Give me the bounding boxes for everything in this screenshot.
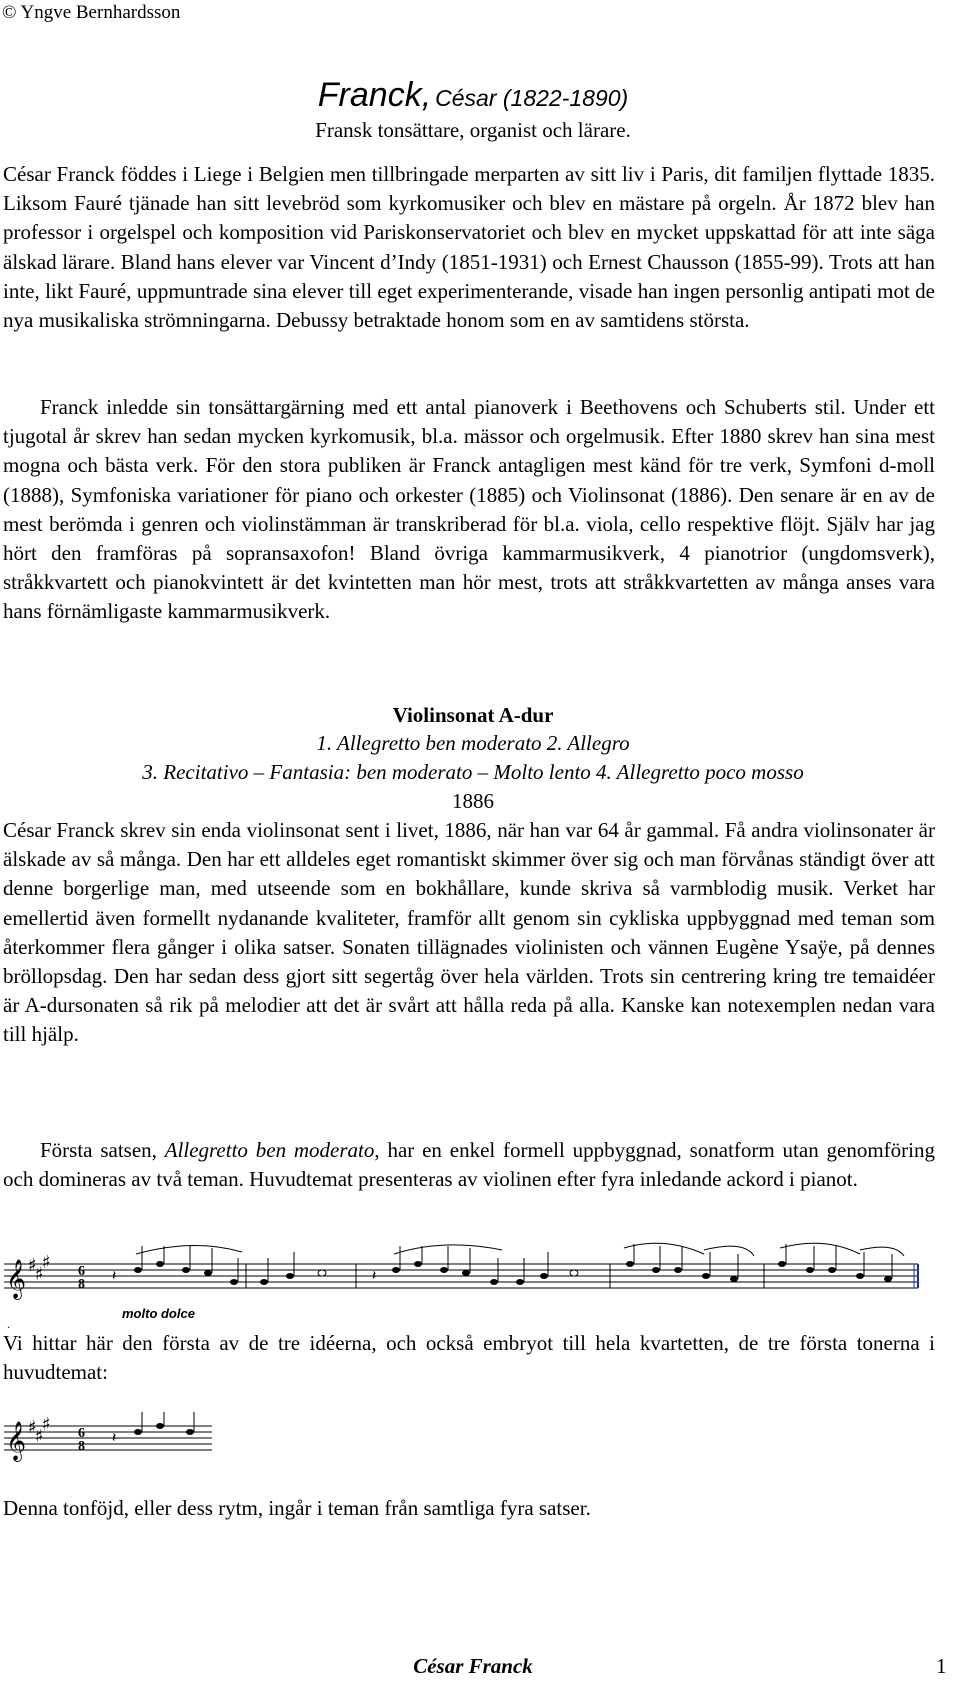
svg-text:8: 8 xyxy=(78,1277,85,1292)
music-example-motif xyxy=(4,1412,224,1468)
svg-text:8: 8 xyxy=(78,1439,85,1454)
motif-treble-clef-icon: 𝄞 xyxy=(6,1421,27,1461)
page-number: 1 xyxy=(936,1654,947,1678)
svg-text:6: 6 xyxy=(78,1426,85,1441)
key-signature-icon xyxy=(28,1252,51,1285)
svg-text:♯: ♯ xyxy=(35,1264,44,1285)
time-signature-icon xyxy=(78,1264,85,1292)
sonata-p2-lead: Första satsen, xyxy=(40,1138,165,1162)
movements-line-1: 1. Allegretto ben moderato 2. Allegro xyxy=(316,731,630,755)
page-subtitle: Fransk tonsättare, organist och lärare. xyxy=(315,118,631,142)
section-title-text: Violinsonat A-dur xyxy=(392,703,554,727)
music-example-main-theme xyxy=(4,1240,922,1320)
bio-paragraph-2: Franck inledde sin tonsättargärning med ett antal pianoverk i Beethovens och Schuberts stil. Under ett tjugotal år skrev han sedan mycken kyrkomusik, bl.a. mässor och orgelmusik. Efter 1880 skrev han sina mest mogna och bästa verk. För den stora publiken är Franck antagligen mest känd för tre verk, Symfoni d-moll (1888), Symfoniska variationer för piano och orkester (1885) och Violinsonat (1886). Den senare är en av de mest berömda i genren och violinstämman är transkriberad för bl.a. viola, cello respektive flöjt. Själv har jag hört den framföras på sopransaxofon! Bland övriga kammarmusikverk, 4 pianotrior (ungdomsverk), stråkkvartett och pianokvintett är det kvintetten man hör mest, trots att stråkkvartetten av många anses vara hans förnämligaste kammarmusikverk. xyxy=(3,395,935,624)
title-name: Franck, xyxy=(317,76,432,114)
svg-text:♯: ♯ xyxy=(28,1417,37,1438)
svg-text:𝄽: 𝄽 xyxy=(372,1268,377,1284)
svg-text:𝄽: 𝄽 xyxy=(112,1268,117,1284)
section-title xyxy=(0,701,946,731)
svg-text:♯: ♯ xyxy=(35,1426,44,1447)
footer-title: César Franck xyxy=(413,1654,533,1678)
sonata-paragraph-2 xyxy=(3,1136,935,1194)
svg-text:6: 6 xyxy=(78,1264,85,1279)
composition-year: 1886 xyxy=(452,789,494,813)
page-title xyxy=(0,76,946,115)
sonata-p2-italic: Allegretto ben moderato xyxy=(164,1138,375,1162)
copyright-notice: © Yngve Bernhardsson xyxy=(2,2,181,23)
slurs xyxy=(136,1243,904,1256)
movements-line-2: 3. Recitativo – Fantasia: ben moderato – Molto lento 4. Allegretto poco mosso xyxy=(142,760,804,784)
staff-lines xyxy=(4,1264,918,1288)
sonata-paragraph-4: Denna tonföjd, eller dess rytm, ingår i teman från samtliga fyra satser. xyxy=(3,1496,591,1520)
treble-clef-icon: 𝄞 xyxy=(6,1259,27,1299)
bio-paragraph-1: César Franck föddes i Liege i Belgien men tillbringade merparten av sitt liv i Paris, dit familjen flyttade 1835. Liksom Fauré tjänade han sitt levebröd som kyrkomusiker och blev en mästare på orgeln. År 1872 blev han professor i orgelspel och komposition vid Pariskonservatoriet och blev en mycket uppskattad för att inte säga älskad lärare. Bland hans elever var Vincent d’Indy (1851-1931) och Ernest Chausson (1855-99). Trots att han inte, likt Fauré, uppmuntrade sina elever till eget experimenterande, visade han ingen personlig antipati mot de nya musikaliska strömningarna. Debussy betraktade honom som en av samtidens största. xyxy=(3,162,935,333)
motif-time-signature-icon xyxy=(78,1426,85,1454)
music-marking: molto dolce xyxy=(122,1306,195,1320)
sonata-paragraph-1: César Franck skrev sin enda violinsonat sent i livet, 1886, när han var 64 år gammal. Få andra violinsonater är älskade av så många. Den har ett alldeles eget romantiskt skimmer över sig och man förvånas ständigt över att denne borgerlige man, med utseende som en bokhållare, kunde skriva så varmblodig musik. Verket har emellertid även formellt nydanande kvaliteter, framför allt genom sin cykliska uppbyggnad med teman som återkommer flera gånger i olika satser. Sonaten tillägnades violinisten och vännen Eugène Ysaÿe, på dennes bröllopsdag. Den har sedan dess gjort sitt segertåg över hela världen. Trots sin centrering kring tre temaidéer är A-dursonaten så rik på melodier att det är svårt att hålla reda på alla. Kanske kan notexemplen nedan vara till hjälp. xyxy=(3,818,935,1047)
svg-text:♯: ♯ xyxy=(42,1252,51,1273)
motif-key-signature-icon xyxy=(28,1414,51,1447)
svg-text:♯: ♯ xyxy=(28,1255,37,1276)
sonata-paragraph-3: Vi hittar här den första av de tre idéerna, och också embryot till hela kvartetten, de tre första tonerna i huvudtemat: xyxy=(3,1331,935,1385)
svg-text:♯: ♯ xyxy=(42,1414,51,1435)
sonata-p2-rest: , har en enkel formell uppbyggnad, sonatform utan genomföring och domineras av två teman. Huvudtemat presenteras av violinen efter fyra inledande ackord i pianot. xyxy=(3,1138,935,1192)
title-dates: César (1822-1890) xyxy=(435,85,629,111)
motif-rest-icon: 𝄽 xyxy=(112,1430,117,1446)
stray-dot: . xyxy=(7,1317,10,1331)
